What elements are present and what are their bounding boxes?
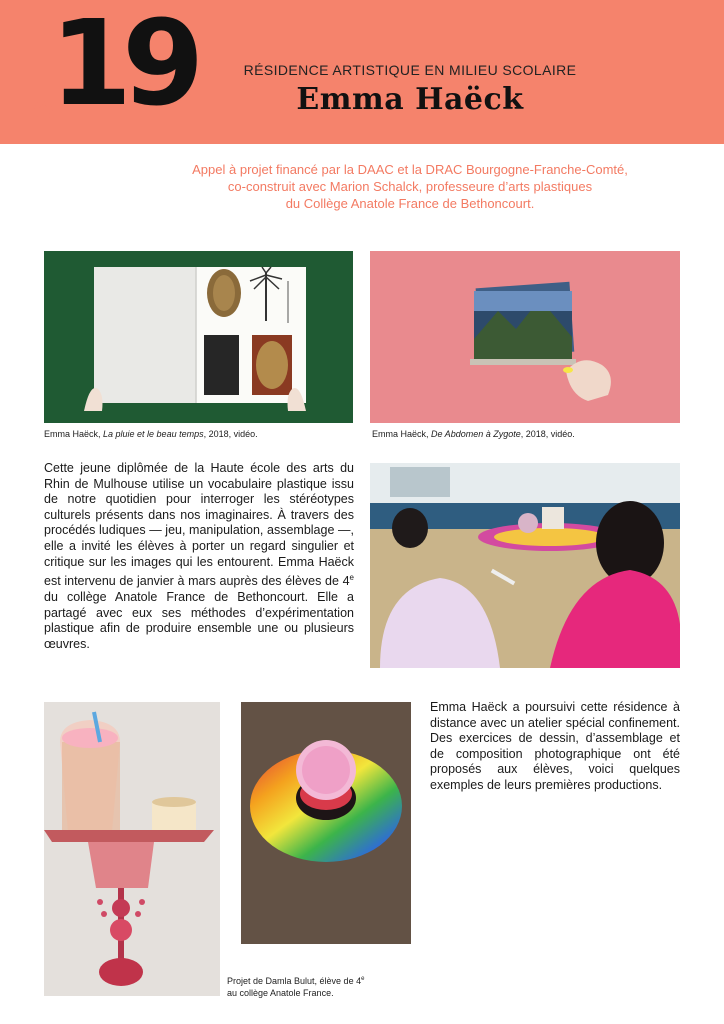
logo-prefix: Le bbox=[14, 91, 54, 126]
intro-text bbox=[160, 161, 660, 212]
rainbow-disc-illustration bbox=[241, 702, 411, 944]
photo-classroom-workshop bbox=[370, 463, 680, 668]
artwork-title: De Abdomen à Zygote bbox=[431, 429, 521, 439]
page-header bbox=[0, 0, 724, 144]
photo-de-abdomen-a-zygote bbox=[370, 251, 680, 423]
classroom-illustration bbox=[370, 463, 680, 668]
intro-line: co-construit avec Marion Schalck, professeure d’arts plastiques bbox=[227, 179, 593, 194]
artist-name: Emma Haëck bbox=[296, 82, 524, 117]
main-paragraph: Cette jeune diplômée de la Haute école des arts du Rhin de Mulhouse utilise un vocabulaire plastique issu de notre quotidien pour interroger les stéréotypes culturels présents dans nos imaginaires. À travers des procédés ludiques — jeu, manipulation, assemblage —, elle a invité les élèves à porter un regard singulier et critique sur les images qui les entourent. Emma Haëck est intervenu de janvier à mars auprès des élèves de 4e du collège Anatole France de Bethoncourt. Elle a partagé avec eux ses méthodes d’expérimentation plastique afin de produire ensemble une ou plusieurs œuvres. bbox=[44, 461, 354, 651]
secondary-paragraph: Emma Haëck a poursuivi cette résidence à distance avec un atelier spécial confinement. Des exercices de dessin, d’assemblage et de composition photographique ont été proposés aux élèves, voici quelques exemples de leurs premières productions. bbox=[430, 700, 680, 792]
artwork-title: La pluie et le beau temps bbox=[103, 429, 204, 439]
intro-line: du Collège Anatole France de Bethoncourt. bbox=[285, 196, 535, 211]
header-kicker: RÉSIDENCE ARTISTIQUE EN MILIEU SCOLAIRE bbox=[243, 62, 577, 78]
caption-photo-1: Emma Haëck, La pluie et le beau temps, 2018, vidéo. bbox=[44, 429, 258, 439]
logo-number: 19 bbox=[50, 0, 195, 132]
le-19-logo bbox=[14, 0, 195, 132]
lamp-assemblage-illustration bbox=[44, 702, 220, 996]
caption-photo-2: Emma Haëck, De Abdomen à Zygote, 2018, vidéo. bbox=[372, 429, 575, 439]
photo-la-pluie-et-le-beau-temps bbox=[44, 251, 353, 423]
caption-student-project: Projet de Damla Bulut, élève de 4e au collège Anatole France. bbox=[227, 976, 365, 998]
postcards-illustration bbox=[370, 251, 680, 423]
book-illustration bbox=[44, 251, 353, 423]
intro-line: Appel à projet financé par la DAAC et la DRAC Bourgogne-Franche-Comté, bbox=[192, 162, 628, 177]
photo-student-assemblage-lamp bbox=[44, 702, 220, 996]
photo-student-rainbow-disc bbox=[241, 702, 411, 944]
